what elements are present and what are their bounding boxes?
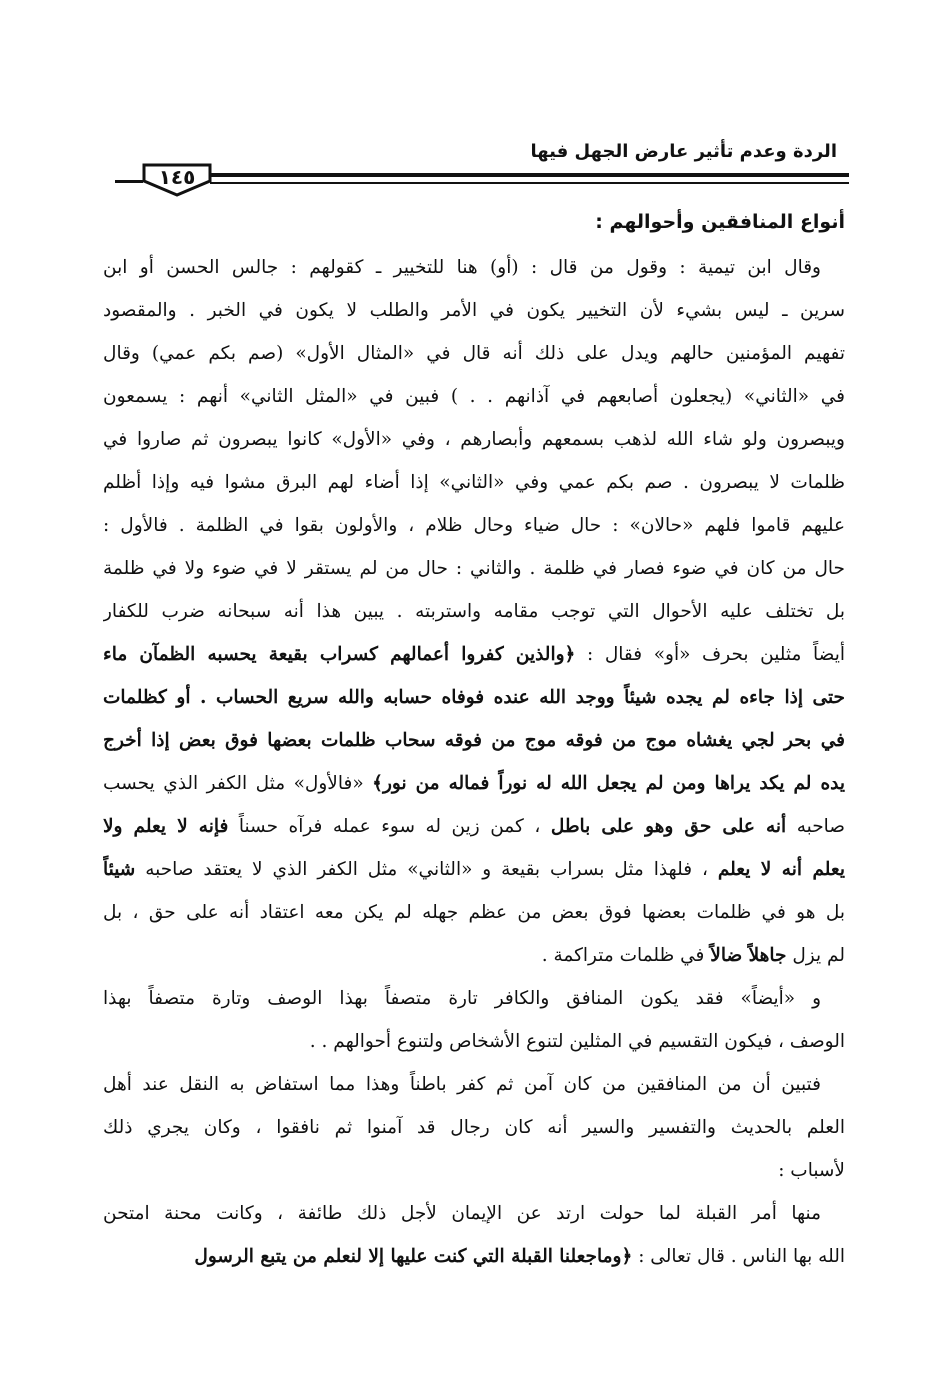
text-segment: وقال ابن تيمية : وقول من قال : (أو) هنا للتخيير ـ كقولهم : جالس الحسن أو ابن bbox=[103, 257, 821, 278]
text-line bbox=[103, 891, 845, 934]
text-line bbox=[103, 289, 845, 332]
text-line bbox=[103, 1106, 845, 1149]
text-line bbox=[103, 461, 845, 504]
body-text bbox=[103, 246, 845, 1278]
text-segment: صاحبه bbox=[786, 816, 845, 837]
text-segment: بل تختلف عليه الأحوال التي توجب مقامه واستربته . يبين هذا أنه سبحانه ضرب للكفار bbox=[103, 601, 845, 622]
text-line bbox=[103, 332, 845, 375]
text-segment: في ظلمات متراكمة . bbox=[541, 945, 711, 966]
text-line bbox=[103, 805, 845, 848]
text-segment: ، كمن زين له سوء عمله فرآه حسناً bbox=[228, 816, 551, 837]
text-segment: عليهم قاموا فلهم «حالان» : حال ضياء وحال ظلام ، والأولون بقوا في الظلمة . فالأول : bbox=[103, 515, 845, 536]
text-segment: العلم بالحديث والتفسير والسير أنه كان رجال قد آمنوا ثم نافقوا ، وكان يجري ذلك bbox=[103, 1117, 845, 1138]
quran-text: حتى إذا جاءه لم يجده شيئاً ووجد الله عنده فوفاه حسابه والله سريع الحساب . أو كظلمات bbox=[103, 687, 845, 708]
text-line bbox=[103, 633, 845, 676]
quran-text: شيئاً bbox=[103, 859, 136, 880]
text-segment: الله بها الناس . قال تعالى : bbox=[632, 1246, 845, 1267]
text-segment: «فالأول» مثل الكفر الذي يحسب bbox=[103, 773, 373, 794]
text-segment: سرين ـ ليس بشيء لأن التخيير يكون في الأمر والطلب لا يكون في الخبر . والمقصود bbox=[103, 300, 845, 321]
text-line bbox=[103, 547, 845, 590]
quran-text: ﴿والذين كفروا أعمالهم كسراب بقيعة يحسبه الظمآن ماء bbox=[103, 644, 576, 665]
text-line bbox=[103, 1149, 845, 1192]
text-segment: ويبصرون ولو شاء الله لذهب بسمعهم وأبصارهم ، وفي «الأول» كانوا يبصرون ثم صاروا في bbox=[103, 429, 845, 450]
text-segment: حال من كان في ضوء فصار في ظلمة . والثاني : حال من لم يستقر لا في ضوء ولا في ظلمة bbox=[103, 558, 845, 579]
header-rule-left bbox=[115, 180, 143, 183]
quran-text: في بحر لجي يغشاه موج من فوقه موج من فوقه سحاب ظلمات بعضها فوق بعض إذا أخرج bbox=[103, 730, 845, 751]
text-line bbox=[103, 977, 845, 1020]
text-segment: ، فلهذا مثل بسراب بقيعة و «الثاني» مثل الكفر الذي لا يعتقد صاحبه bbox=[135, 859, 718, 880]
text-line bbox=[103, 848, 845, 891]
text-line bbox=[103, 246, 845, 289]
quran-text: يعلم أنه لا يعلم bbox=[717, 859, 845, 880]
header-rule-thin bbox=[210, 182, 849, 184]
text-segment: تفهيم المؤمنين حالهم ويدل على ذلك أنه قال في «المثال الأول» (صم بكم عمي) وقال bbox=[103, 343, 845, 364]
running-header: الردة وعدم تأثير عارض الجهل فيها bbox=[530, 141, 837, 162]
text-line bbox=[103, 1192, 845, 1235]
quran-text: جاهلاً ضالاً bbox=[710, 945, 787, 966]
text-line bbox=[103, 1063, 845, 1106]
text-line bbox=[103, 719, 845, 762]
text-line bbox=[103, 676, 845, 719]
header-rule-thick bbox=[210, 173, 849, 177]
text-line bbox=[103, 504, 845, 547]
text-segment: ظلمات لا يبصرون . صم بكم عمي وفي «الثاني» إذا أضاء لهم البرق مشوا فيه وإذا أظلم bbox=[103, 472, 845, 493]
text-line bbox=[103, 418, 845, 461]
text-segment: الوصف ، فيكون التقسيم في المثلين لتنوع الأشخاص ولتنوع أحوالهم . . bbox=[309, 1031, 845, 1052]
text-segment: فتبين أن من المنافقين من كان آمن ثم كفر باطناً وهذا مما استفاض به النقل عند أهل bbox=[103, 1074, 821, 1095]
text-line bbox=[103, 375, 845, 418]
text-segment: لم يزل bbox=[786, 945, 845, 966]
text-segment: لأسباب : bbox=[778, 1160, 845, 1181]
page-number-badge bbox=[140, 159, 214, 197]
text-segment: منها أمر القبلة لما حولت ارتد عن الإيمان لأجل ذلك طائفة ، وكانت محنة امتحن bbox=[103, 1203, 821, 1224]
text-line bbox=[103, 1020, 845, 1063]
page-number: ١٤٥ bbox=[158, 165, 196, 189]
text-segment: أيضاً مثلين بحرف «أو» فقال : bbox=[575, 644, 845, 665]
section-heading: أنواع المنافقين وأحوالهم : bbox=[595, 211, 845, 233]
text-segment: بل هو في ظلمات بعضها فوق بعض من عظم جهله لم يكن معه اعتقاد أنه على حق ، بل bbox=[103, 902, 845, 923]
quran-text: أنه على حق وهو على باطل bbox=[550, 816, 787, 837]
text-line bbox=[103, 762, 845, 805]
quran-text: يده لم يكد يراها ومن لم يجعل الله له نوراً فماله من نور﴾ bbox=[372, 773, 845, 794]
text-line bbox=[103, 1235, 845, 1278]
text-segment: في «الثاني» (يجعلون أصابعهم في آذانهم . . ) فبين في «المثل الثاني» أنهم : يسمعون bbox=[103, 386, 845, 407]
text-line bbox=[103, 590, 845, 633]
quran-text: فإنه لا يعلم ولا bbox=[103, 816, 229, 837]
text-segment: و «أيضاً» فقد يكون المنافق والكافر تارة متصفاً بهذا الوصف وتارة متصفاً بهذا bbox=[103, 988, 821, 1009]
text-line bbox=[103, 934, 845, 977]
quran-text: ﴿وماجعلنا القبلة التي كنت عليها إلا لنعلم من يتبع الرسول bbox=[194, 1246, 633, 1267]
